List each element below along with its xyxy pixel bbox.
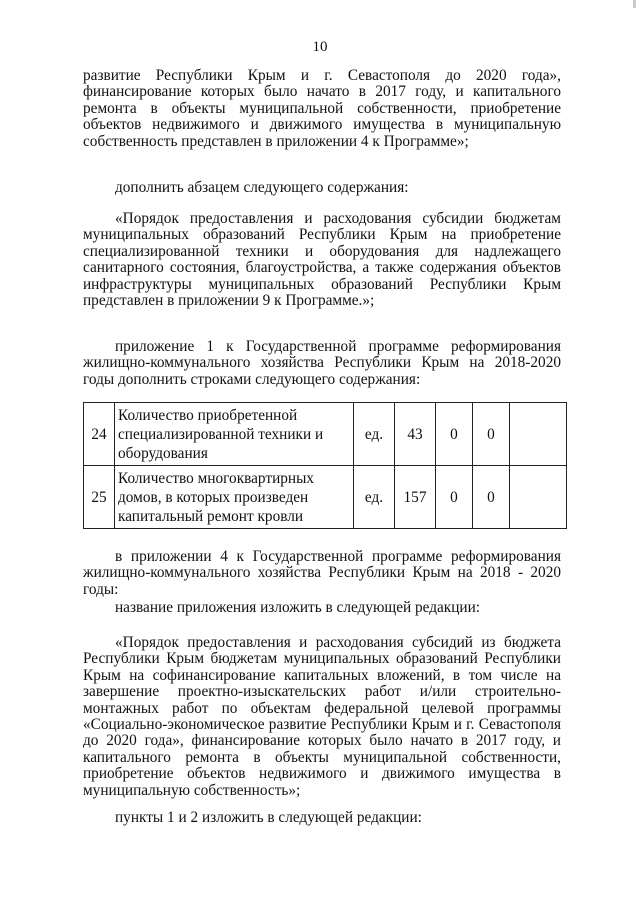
page-number: 10	[312, 39, 328, 55]
paragraph-procedure-quote: «Порядок предоставления и расходования субсидии бюджетам муниципальных образований Республики Крым на приобретение специализированной техники и оборудования для надлежащего санитарного состояния, благоустройства, а также содержания объектов инфраструктуры муниципальных образований Республики Крым представлен в приложении 9 к Программе.»;	[83, 210, 561, 310]
row-value-2: 0	[436, 466, 473, 529]
row-value-2: 0	[436, 403, 473, 466]
paragraph-points-instruction: пункты 1 и 2 изложить в следующей редакции:	[115, 809, 422, 826]
row-number: 24	[84, 403, 115, 466]
row-number: 25	[84, 466, 115, 529]
table-row	[84, 466, 567, 529]
row-description: Количество многоквартирных домов, в которых произведен капитальный ремонт кровли	[115, 466, 354, 529]
paragraph-continuation: развитие Республики Крым и г. Севастополя до 2020 года», финансирование которых было начато в 2017 году, и капитального ремонта в объекты муниципальной собственности, приобретение объектов недвижимого и движимого имущества в муниципальную собственность представлен в приложении 4 к Программе»;	[83, 67, 561, 150]
paragraph-appendix1-instruction: приложение 1 к Государственной программе реформирования жилищно-коммунального хозяйства Республики Крым на 2018-2020 годы дополнить строками следующего содержания:	[83, 338, 561, 388]
row-value-1: 157	[395, 466, 436, 529]
row-unit: ед.	[354, 403, 395, 466]
table-row	[84, 403, 567, 466]
scan-mark	[633, 0, 636, 8]
paragraph-new-title-quote: «Порядок предоставления и расходования субсидий из бюджета Республики Крым бюджетам муниципальных образований Республики Крым на софинансирование капитальных вложений, в том числе на завершение проектно-изыскательских работ и/или строительно-монтажных работ по объектам федеральной целевой программы «Социально-экономическое развитие Республики Крым и г. Севастополя до 2020 года», финансирование которых было начато в 2017 году, и капитального ремонта в объекты муниципальной собственности, приобретение объектов недвижимого и движимого имущества в муниципальную собственность»;	[83, 634, 561, 799]
paragraph-add-instruction: дополнить абзацем следующего содержания:	[115, 179, 409, 196]
row-value-3: 0	[473, 466, 510, 529]
paragraph-title-instruction: название приложения изложить в следующей редакции:	[115, 599, 481, 616]
row-unit: ед.	[354, 466, 395, 529]
row-value-3: 0	[473, 403, 510, 466]
row-value-1: 43	[395, 403, 436, 466]
row-value-4	[510, 466, 567, 529]
paragraph-appendix4-instruction: в приложении 4 к Государственной программе реформирования жилищно-коммунального хозяйства Республики Крым на 2018 - 2020 годы:	[83, 548, 561, 598]
row-value-4	[510, 403, 567, 466]
indicators-table	[83, 402, 567, 529]
row-description: Количество приобретенной специализированной техники и оборудования	[115, 403, 354, 466]
